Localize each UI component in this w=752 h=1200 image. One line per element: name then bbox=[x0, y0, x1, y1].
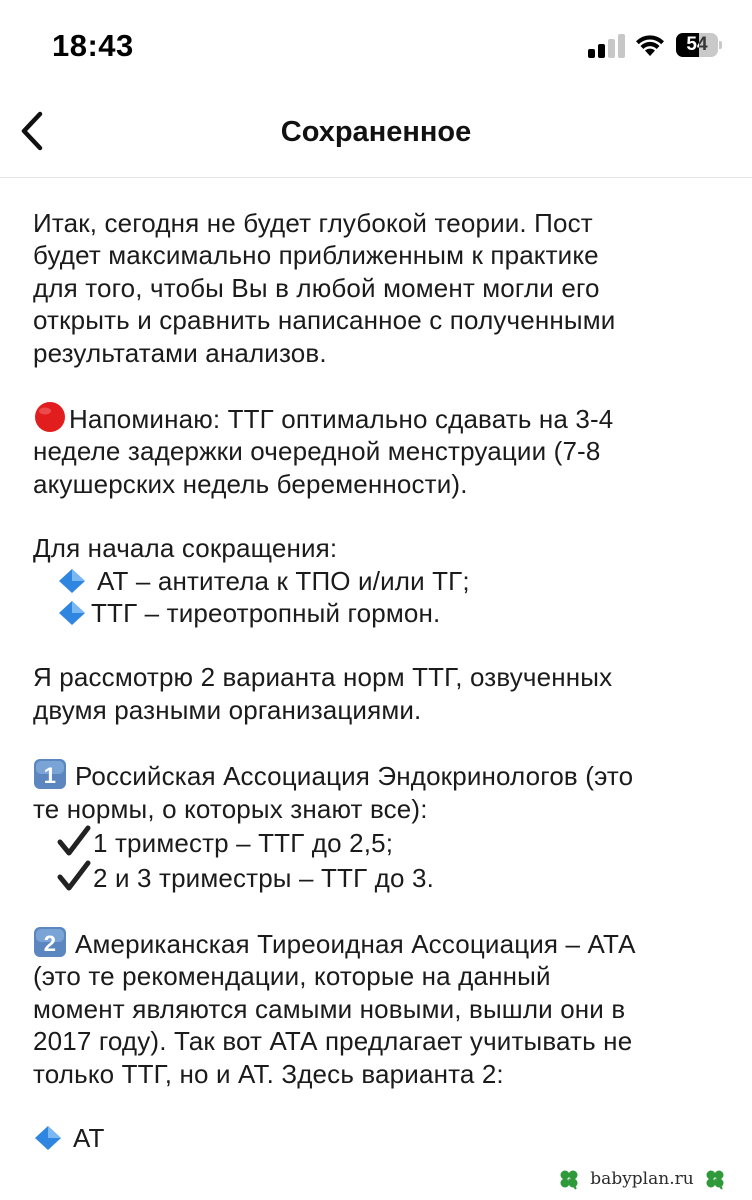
nav-bar bbox=[0, 92, 752, 178]
list-item-text: 2 и 3 триместры – ТТГ до 3. bbox=[93, 862, 434, 893]
text-line-content: Американская Тиреоидная Ассоциация – АТА bbox=[75, 928, 636, 959]
list-item bbox=[33, 825, 723, 859]
wifi-icon bbox=[634, 32, 666, 58]
check-mark-icon bbox=[57, 860, 91, 892]
page-title: Сохраненное bbox=[280, 116, 472, 148]
list-item bbox=[33, 597, 723, 629]
text-line: открыть и сравнить написанное с полученными bbox=[33, 305, 616, 336]
text-line: 2017 году). Так вот АТА предлагает учитывать не bbox=[33, 1026, 633, 1057]
status-bar bbox=[0, 0, 752, 92]
text-line bbox=[33, 758, 723, 792]
text-line: Итак, сегодня не будет глубокой теории. Пост bbox=[33, 208, 593, 238]
reminder-text: Напоминаю: ТТГ оптимально сдавать на 3-4 bbox=[69, 404, 614, 435]
check-mark-icon bbox=[57, 825, 91, 857]
paragraph-intro bbox=[33, 207, 723, 369]
text-line: двумя разными организациями. bbox=[33, 694, 422, 725]
keycap-number: 1 bbox=[43, 763, 57, 789]
clover-icon bbox=[558, 1168, 580, 1190]
red-circle-icon bbox=[33, 401, 67, 433]
text-line: будет максимально приближенным к практике bbox=[33, 240, 599, 271]
text-line: результатами анализов. bbox=[33, 337, 327, 368]
paragraph-abbreviations bbox=[33, 532, 723, 629]
list-item bbox=[33, 565, 723, 597]
blue-diamond-icon bbox=[33, 1124, 63, 1152]
text-line: акушерских недель беременности). bbox=[33, 468, 468, 499]
blue-diamond-icon bbox=[57, 567, 87, 595]
paragraph-american-association bbox=[33, 926, 723, 1090]
list-item bbox=[33, 860, 723, 894]
blue-diamond-icon bbox=[57, 599, 87, 627]
text-line bbox=[33, 401, 723, 435]
text-line: (это те рекомендации, которые на данный bbox=[33, 961, 551, 992]
text-line: Для начала сокращения: bbox=[33, 533, 338, 564]
list-item-text: АТ – антитела к ТПО и/или ТГ; bbox=[97, 565, 470, 596]
paragraph-reminder bbox=[33, 401, 723, 500]
text-line bbox=[33, 926, 723, 960]
text-line: неделе задержки очередной менструации (7-8 bbox=[33, 436, 601, 467]
paragraph-russian-association bbox=[33, 758, 723, 894]
list-item-text: 1 триместр – ТТГ до 2,5; bbox=[93, 828, 394, 859]
text-line-partial bbox=[33, 1122, 723, 1154]
text-line: для того, чтобы Вы в любой момент могли его bbox=[33, 272, 600, 303]
text-line: момент являются самыми новыми, вышли они в bbox=[33, 993, 626, 1024]
post-text bbox=[33, 207, 723, 1154]
keycap-two-icon bbox=[33, 926, 67, 958]
watermark bbox=[547, 1160, 737, 1198]
text-line: те нормы, о которых знают все): bbox=[33, 793, 428, 824]
list-item-text: ТТГ – тиреотропный гормон. bbox=[91, 598, 441, 629]
partial-text: АТ bbox=[73, 1122, 105, 1153]
status-time: 18:43 bbox=[52, 28, 134, 63]
watermark-text: babyplan.ru bbox=[590, 1169, 694, 1189]
text-line: Я рассмотрю 2 варианта норм ТТГ, озвученных bbox=[33, 662, 613, 693]
keycap-one-icon bbox=[33, 758, 67, 790]
paragraph-variants bbox=[33, 661, 723, 726]
battery-icon bbox=[676, 33, 722, 57]
battery-level: 54 bbox=[686, 34, 708, 55]
keycap-number: 2 bbox=[43, 930, 57, 956]
clover-icon bbox=[704, 1168, 726, 1190]
text-line-content: Российская Ассоциация Эндокринологов (это bbox=[75, 761, 634, 792]
cellular-signal-icon bbox=[588, 34, 626, 58]
text-line: только ТТГ, но и АТ. Здесь варианта 2: bbox=[33, 1058, 504, 1089]
